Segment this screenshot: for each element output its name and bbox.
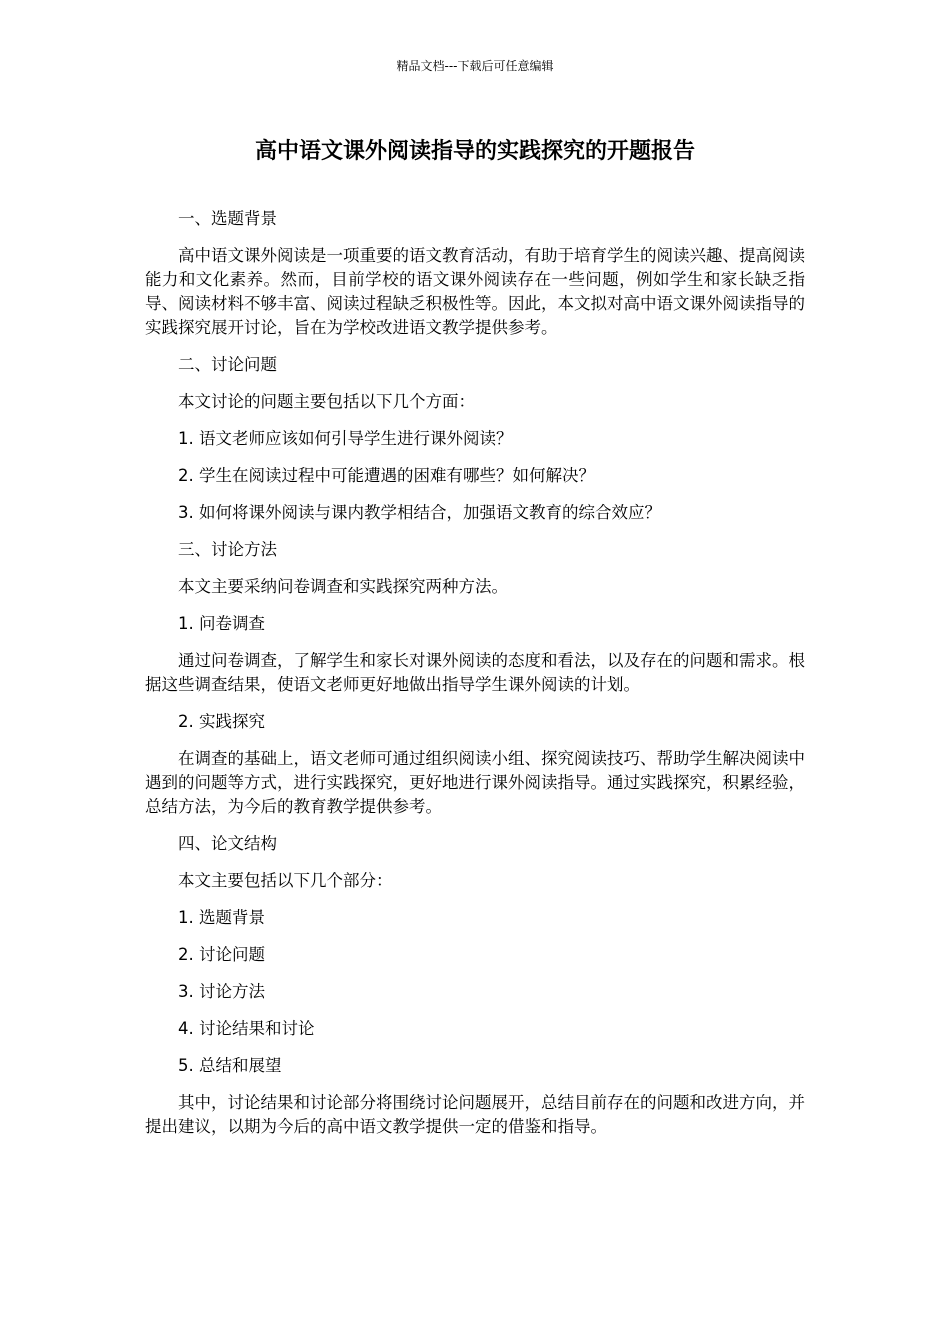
- list-item-method-1: 1. 问卷调查: [178, 614, 265, 633]
- list-item-structure-1: 1. 选题背景: [178, 908, 265, 927]
- paragraph-questions-intro: 本文讨论的问题主要包括以下几个方面：: [178, 392, 475, 411]
- paragraph-structure-intro: 本文主要包括以下几个部分：: [178, 871, 393, 890]
- list-item-structure-4: 4. 讨论结果和讨论: [178, 1019, 315, 1038]
- paragraph-background: 高中语文课外阅读是一项重要的语文教育活动，有助于培育学生的阅读兴趣、提高阅读能力和文化素养。然而，目前学校的语文课外阅读存在一些问题，例如学生和家长缺乏指导、阅读材料不够丰富、阅读过程缺乏积极性等。因此，本文拟对高中语文课外阅读指导的实践探究展开讨论，旨在为学校改进语文教学提供参考。: [145, 246, 805, 337]
- list-item-question-3: 3. 如何将课外阅读与课内教学相结合，加强语文教育的综合效应？: [178, 503, 661, 522]
- paragraph-conclusion: 其中，讨论结果和讨论部分将围绕讨论问题展开，总结目前存在的问题和改进方向，并提出建议，以期为今后的高中语文教学提供一定的借鉴和指导。: [145, 1093, 805, 1136]
- list-item-question-1: 1. 语文老师应该如何引导学生进行课外阅读？: [178, 429, 513, 448]
- header-note: 精品文档---下载后可任意编辑: [396, 59, 554, 73]
- list-item-method-2: 2. 实践探究: [178, 712, 265, 731]
- section-heading-questions: 二、讨论问题: [178, 355, 277, 374]
- section-heading-methods: 三、讨论方法: [178, 540, 277, 559]
- list-item-structure-3: 3. 讨论方法: [178, 982, 265, 1001]
- document-title: 高中语文课外阅读指导的实践探究的开题报告: [254, 139, 695, 164]
- list-item-question-2: 2. 学生在阅读过程中可能遭遇的困难有哪些？如何解决？: [178, 466, 595, 485]
- section-heading-structure: 四、论文结构: [178, 834, 277, 853]
- paragraph-survey: 通过问卷调查，了解学生和家长对课外阅读的态度和看法，以及存在的问题和需求。根据这些调查结果，使语文老师更好地做出指导学生课外阅读的计划。: [145, 651, 805, 694]
- section-heading-background: 一、选题背景: [178, 209, 277, 228]
- paragraph-practice: 在调查的基础上，语文老师可通过组织阅读小组、探究阅读技巧、帮助学生解决阅读中遇到的问题等方式，进行实践探究，更好地进行课外阅读指导。通过实践探究，积累经验，总结方法，为今后的教育教学提供参考。: [145, 749, 805, 816]
- paragraph-methods-intro: 本文主要采纳问卷调查和实践探究两种方法。: [178, 577, 508, 596]
- list-item-structure-5: 5. 总结和展望: [178, 1056, 282, 1075]
- list-item-structure-2: 2. 讨论问题: [178, 945, 265, 964]
- document-body: [145, 207, 805, 1152]
